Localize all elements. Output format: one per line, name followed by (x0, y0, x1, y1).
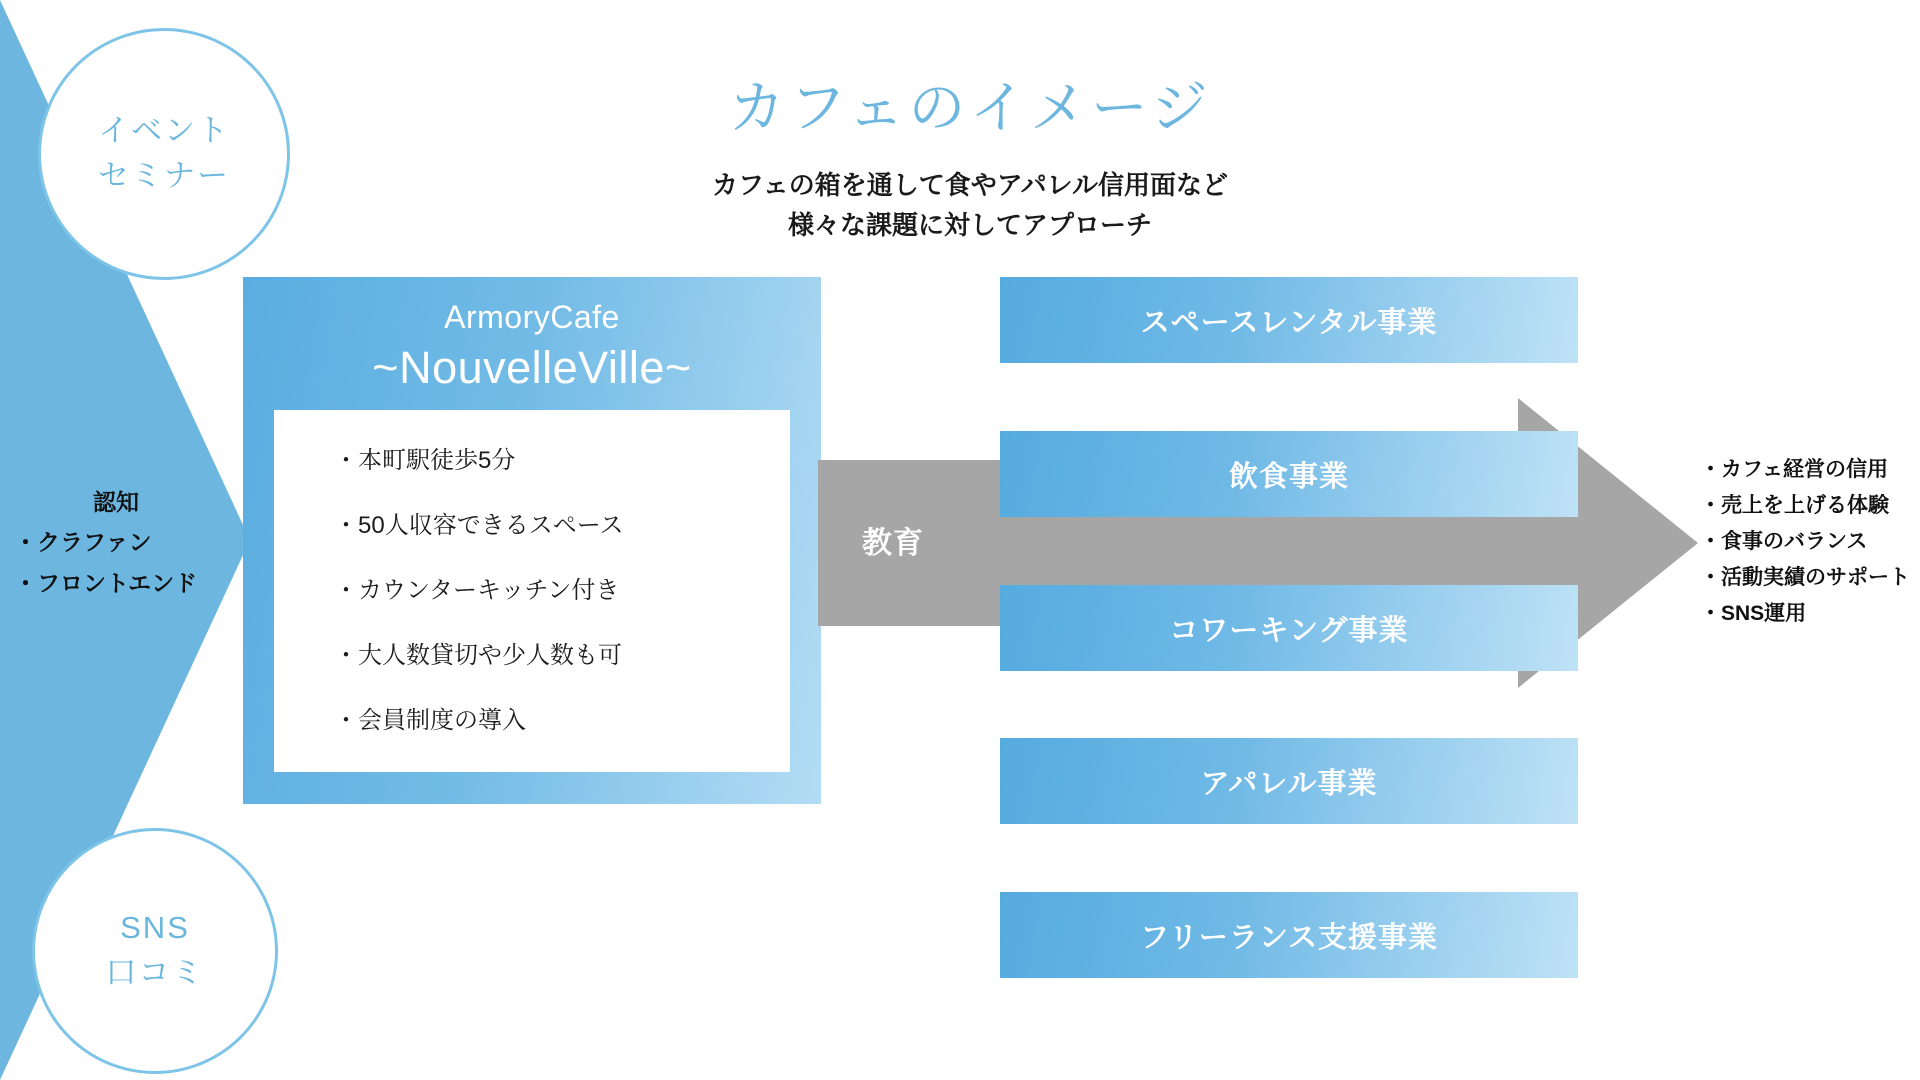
page-subtitle (600, 165, 1340, 246)
page-subtitle-line2: 様々な課題に対してアプローチ (787, 210, 1152, 241)
cafe-feature-box (274, 410, 790, 772)
business-bar-coworking: コワーキング事業 (1000, 585, 1578, 671)
circle-sns-word-of-mouth (32, 828, 278, 1074)
awareness-heading: 認知 (93, 489, 139, 515)
business-bar-apparel: アパレル事業 (1000, 738, 1578, 824)
awareness-labels (0, 482, 232, 603)
list-item: ・カウンターキッチン付き (334, 577, 620, 604)
outcome-list (1700, 452, 1920, 633)
cafe-feature-list (274, 449, 790, 733)
list-item: ・会員制度の導入 (334, 707, 526, 734)
page-subtitle-line1: カフェの箱を通して食やアパレル信用面など (712, 170, 1228, 200)
cafe-name: ArmoryCafe (444, 299, 620, 335)
awareness-item-crowdfunding: ・クラファン (14, 529, 152, 556)
cafe-subname: ~NouvelleVille~ (372, 342, 692, 393)
circle-sns-line2: 口コミ (105, 955, 205, 990)
list-item: ・本町駅徒歩5分 (334, 447, 516, 474)
outcome-item-sales-experience: ・売上を上げる体験 (1700, 494, 1889, 518)
business-bar-food: 飲食事業 (1000, 431, 1578, 517)
circle-event-seminar (38, 28, 290, 280)
outcome-item-sns-operation: ・SNS運用 (1700, 602, 1807, 626)
business-bar-freelance-support: フリーランス支援事業 (1000, 892, 1578, 978)
business-bar-space-rental: スペースレンタル事業 (1000, 277, 1578, 363)
outcome-item-activity-support: ・活動実績のサポート (1700, 566, 1910, 590)
cafe-card (243, 277, 821, 804)
list-item: ・大人数貸切や少人数も可 (334, 642, 622, 669)
outcome-item-cafe-credit: ・カフェ経営の信用 (1700, 458, 1888, 481)
circle-event-line2: セミナー (98, 158, 230, 193)
awareness-item-frontend: ・フロントエンド (14, 569, 198, 596)
page-title: カフェのイメージ (728, 76, 1212, 140)
education-label: 教育 (862, 527, 924, 560)
circle-sns-line1: SNS (120, 910, 190, 946)
circle-event-line1: イベント (98, 113, 230, 149)
list-item: ・50人収容できるスペース (334, 512, 624, 539)
outcome-item-meal-balance: ・食事のバランス (1700, 530, 1868, 554)
